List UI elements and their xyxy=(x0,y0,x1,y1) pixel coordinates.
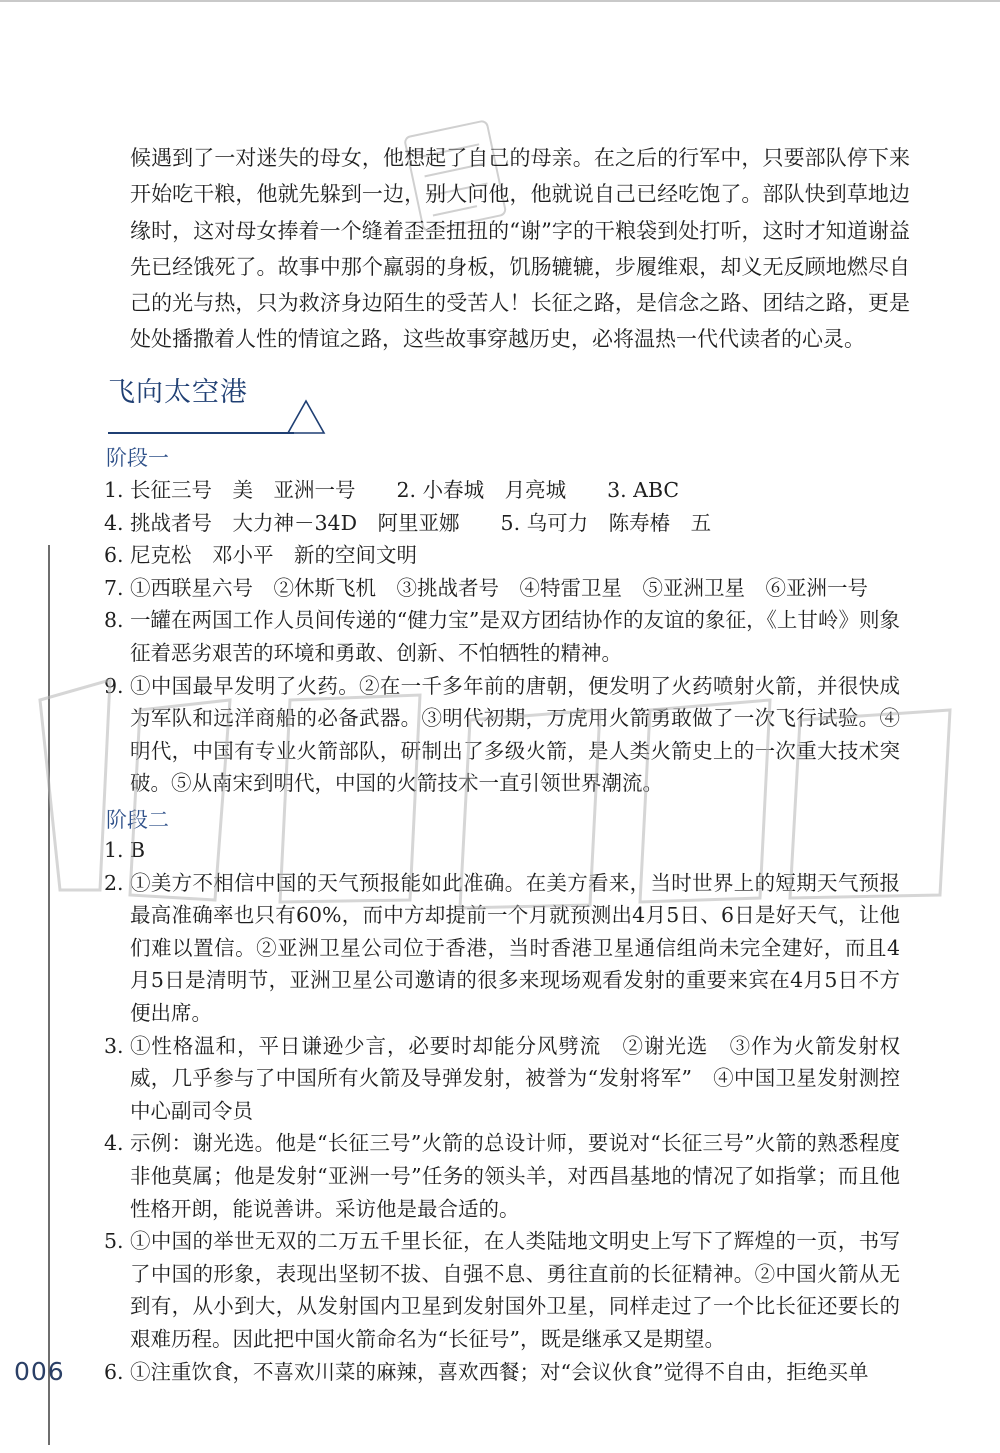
item-number: 8. xyxy=(104,608,124,633)
item-number: 4. xyxy=(104,510,124,535)
item-text: ①中国的举世无双的二万五千里长征，在人类陆地文明史上写下了辉煌的一页，书写了中国的形象，表现出坚韧不拔、自强不息、勇往直前的长征精神。②中国火箭从无到有，从小到大，从发射国内卫星到发射国外卫星，同样走过了一个比长征还要长的艰难历程。因此把中国火箭命名为“长征号”，既是继承又是期望。 xyxy=(130,1229,900,1351)
triangle-icon xyxy=(285,398,327,436)
list-item xyxy=(104,670,900,800)
item-text: 尼克松 邓小平 新的空间文明 xyxy=(130,543,417,568)
item-text: 一罐在两国工作人员间传递的“健力宝”是双方团结协作的友谊的象征，《上甘岭》则象征着恶劣艰苦的环境和勇敢、创新、不怕牺牲的精神。 xyxy=(130,608,900,665)
list-item xyxy=(104,1356,900,1389)
item-number: 6. xyxy=(104,543,124,568)
item-number: 7. xyxy=(104,575,124,600)
list-item xyxy=(104,604,900,669)
list-item xyxy=(104,1030,900,1128)
item-number: 1. xyxy=(104,838,124,862)
item-number: 1. xyxy=(104,478,124,502)
item-text: 示例：谢光选。他是“长征三号”火箭的总设计师，要说对“长征三号”火箭的熟悉程度非他莫属；他是发射“亚洲一号”任务的领头羊，对西昌基地的情况了如指掌；而且他性格开朗，能说善讲。采访他是最合适的。 xyxy=(130,1131,900,1221)
list-item xyxy=(104,507,900,540)
page-number: 006 xyxy=(14,1357,65,1386)
item-text: ①西联星六号 ②休斯飞机 ③挑战者号 ④特雷卫星 ⑤亚洲卫星 ⑥亚洲一号 xyxy=(130,575,868,600)
item-number: 6. xyxy=(104,1359,124,1384)
list-item xyxy=(104,1225,900,1355)
intro-paragraph xyxy=(130,140,910,358)
item-number: 3. xyxy=(104,1033,124,1058)
item-text: ①中国最早发明了火药。②在一千多年前的唐朝，便发明了火药喷射火箭，并很快成为军队和远洋商船的必备武器。③明代初期，万虎用火箭勇敢做了一次飞行试验。④明代，中国有专业火箭部队，研制出了多级火箭，是人类火箭史上的一次重大技术突破。⑤从南宋到明代，中国的火箭技术一直引领世界潮流。 xyxy=(130,673,900,796)
list-item xyxy=(104,834,900,867)
item-text: ①注重饮食，不喜欢川菜的麻辣，喜欢西餐；对“会议伙食”觉得不自由，拒绝买单 xyxy=(130,1359,869,1384)
intro-text: 候遇到了一对迷失的母女，他想起了自己的母亲。在之后的行军中，只要部队停下来开始吃干粮，他就先躲到一边，别人问他，他就说自己已经吃饱了。部队快到草地边缘时，这对母女捧着一个缝着歪歪扭扭的“谢”字的干粮袋到处打听，这时才知道谢益先已经饿死了。故事中那个羸弱的身板，饥肠辘辘，步履维艰，却义无反顾地燃尽自己的光与热，只为救济身边陌生的受苦人！长征之路，是信念之路、团结之路，更是处处播撒着人性的情谊之路，这些故事穿越历史，必将温热一代代读者的心灵。 xyxy=(130,146,910,352)
list-item xyxy=(104,1127,900,1225)
section-title: 飞向太空港 xyxy=(108,377,248,408)
list-item xyxy=(104,867,900,1030)
item-number: 5. xyxy=(104,1229,124,1254)
item-number: 4. xyxy=(104,1131,124,1156)
stage-1-label: 阶段一 xyxy=(106,446,169,470)
item-number: 9. xyxy=(104,673,124,698)
section-title-rule xyxy=(108,432,294,434)
item-text: B xyxy=(130,838,146,862)
stage-2-list xyxy=(104,834,900,1388)
stage-2-label: 阶段二 xyxy=(106,808,169,832)
list-item xyxy=(104,539,900,572)
margin-rule xyxy=(48,545,50,1445)
item-text: ①美方不相信中国的天气预报能如此准确。在美方看来，当时世界上的短期天气预报最高准确率也只有60%，而中方却提前一个月就预测出4月5日、6日是好天气，让他们难以置信。②亚洲卫星公司位于香港，当时香港卫星通信组尚未完全建好，而且4月5日是清明节，亚洲卫星公司邀请的很多来现场观看发射的重要来宾在4月5日不方便出席。 xyxy=(130,870,900,1025)
item-text: 挑战者号 大力神－34D 阿里亚娜 5. 乌可力 陈寿椿 五 xyxy=(130,510,712,535)
item-text: ①性格温和，平日谦逊少言，必要时却能分风劈流 ②谢光选 ③作为火箭发射权威，几乎参与了中国所有火箭及导弹发射，被誉为“发射将军” ④中国卫星发射测控中心副司令员 xyxy=(130,1033,900,1123)
item-number: 2. xyxy=(104,870,124,895)
list-item xyxy=(104,572,900,605)
list-item xyxy=(104,474,900,507)
stage-1-list xyxy=(104,474,900,800)
item-text: 长征三号 美 亚洲一号 2. 小春城 月亮城 3. ABC xyxy=(130,478,680,502)
top-rule xyxy=(0,0,1000,2)
